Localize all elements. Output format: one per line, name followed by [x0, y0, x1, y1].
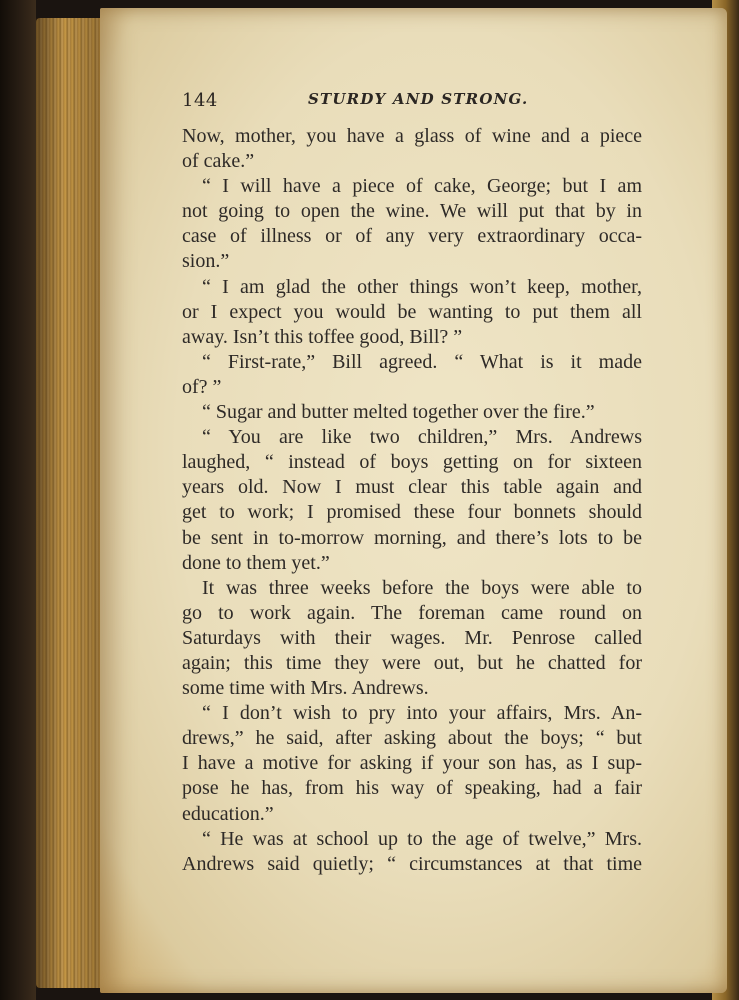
- text-line: education.”: [182, 802, 274, 825]
- text-line: “ First-rate,” Bill agreed. “ What is it made: [202, 350, 642, 373]
- text-line: not going to open the wine. We will put that by in: [182, 200, 642, 223]
- page-header: [182, 90, 642, 120]
- text-line: some time with Mrs. Andrews.: [182, 677, 429, 700]
- text-line: “ You are like two children,” Mrs. Andrews: [202, 426, 642, 449]
- text-line: sion.”: [182, 250, 230, 273]
- text-line: done to them yet.”: [182, 551, 330, 574]
- text-line: go to work again. The foreman came round on: [182, 601, 642, 624]
- text-line: be sent in to-morrow morning, and there’s lots to be: [182, 526, 642, 549]
- text-line: or I expect you would be wanting to put them all: [182, 300, 642, 323]
- text-line: years old. Now I must clear this table again and: [182, 476, 642, 499]
- text-line: drews,” he said, after asking about the boys; “ but: [182, 727, 642, 750]
- text-line: Saturdays with their wages. Mr. Penrose called: [182, 626, 642, 649]
- text-line: Now, mother, you have a glass of wine and a piece: [182, 125, 642, 147]
- text-line: I have a motive for asking if your son has, as I sup-: [182, 752, 642, 775]
- text-line: “ I will have a piece of cake, George; but I am: [202, 175, 642, 198]
- text-line: “ I don’t wish to pry into your affairs, Mrs. An-: [202, 702, 642, 725]
- text-line: get to work; I promised these four bonnets should: [182, 501, 642, 524]
- text-line: It was three weeks before the boys were able to: [202, 576, 642, 599]
- text-line: case of illness or of any very extraordinary occa-: [182, 225, 642, 248]
- text-line: “ He was at school up to the age of twelve,” Mrs.: [202, 827, 642, 850]
- text-line: of? ”: [182, 375, 222, 398]
- text-line: laughed, “ instead of boys getting on for sixteen: [182, 451, 642, 474]
- page-number: 144: [182, 90, 218, 111]
- text-line: away. Isn’t this toffee good, Bill? ”: [182, 325, 463, 348]
- text-line: again; this time they were out, but he chatted for: [182, 651, 642, 674]
- text-line: “ I am glad the other things won’t keep, mother,: [202, 275, 642, 298]
- text-line: of cake.”: [182, 150, 255, 173]
- book-spine: [0, 0, 36, 1000]
- running-title: STURDY AND STRONG.: [308, 90, 529, 108]
- body-text: [182, 124, 642, 877]
- text-line: “ Sugar and butter melted together over the fire.”: [202, 401, 595, 424]
- page-edges-shadow: [36, 18, 106, 988]
- text-line: pose he has, from his way of speaking, had a fair: [182, 777, 642, 800]
- text-line: Andrews said quietly; “ circumstances at that time: [182, 852, 642, 875]
